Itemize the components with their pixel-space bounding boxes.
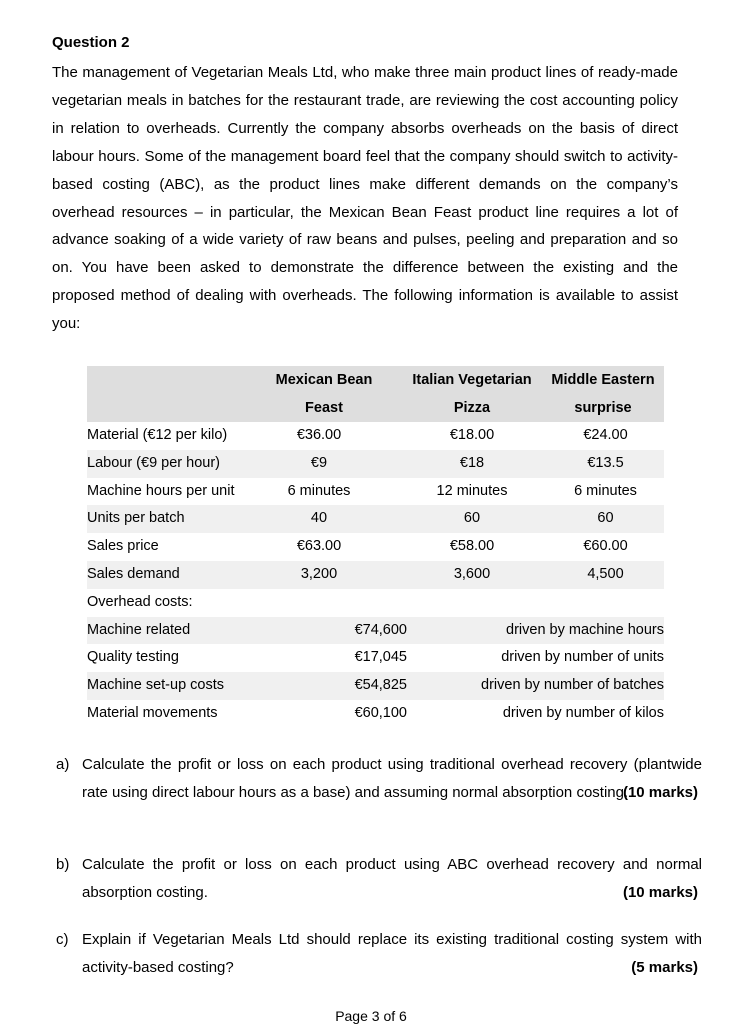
- header-middle-eastern-line2: surprise: [574, 400, 632, 416]
- cell-mexican: €63.00: [296, 538, 342, 555]
- question-b: [56, 851, 702, 907]
- question-c: [56, 926, 702, 982]
- cell-middle-eastern: 60: [597, 510, 614, 527]
- cell-italian: €18.00: [449, 427, 495, 443]
- question-marks: (5 marks): [631, 959, 698, 976]
- header-italian-line1: Italian Vegetarian: [412, 372, 532, 388]
- header-italian-line2: Pizza: [453, 400, 491, 416]
- question-label: a): [56, 756, 70, 773]
- cell-mexican: €9: [310, 454, 328, 471]
- overhead-amount: €60,100: [354, 704, 407, 721]
- overhead-row: [87, 700, 664, 728]
- overhead-row: [87, 644, 664, 672]
- row-label: Sales demand: [87, 565, 180, 582]
- question-label: b): [56, 856, 70, 873]
- intro-paragraph: The management of Vegetarian Meals Ltd, who make three main product lines of ready-made vegetarian meals in batches for the restaurant trade, are reviewing the cost accounting policy in relation to overheads. Currently the company absorbs overheads on the basis of direct labour hours. Some of the management board feel that the company should switch to activity-based costing (ABC), as the product lines make different demands on the company’s overhead resources – in particular, the Mexican Bean Feast product line requires a lot of advance soaking of a wide variety of raw beans and pulses, peeling and preparation and so on. You have been asked to demonstrate the difference between the existing and the proposed method of dealing with overheads. The following information is available to assist you:: [52, 64, 678, 333]
- table-row: [87, 561, 664, 589]
- overhead-amount: €17,045: [354, 649, 407, 666]
- header-mexican-line2: Feast: [305, 400, 343, 416]
- table-row: [87, 422, 664, 450]
- header-middle-eastern-line1: Middle Eastern: [551, 372, 655, 388]
- overhead-amount: €54,825: [354, 677, 407, 694]
- overhead-title: Overhead costs:: [87, 593, 193, 610]
- question-marks: (10 marks): [622, 884, 698, 901]
- table-row: [87, 478, 664, 506]
- cell-mexican: 6 minutes: [287, 482, 351, 499]
- cell-middle-eastern: 6 minutes: [574, 482, 637, 499]
- cell-italian: €58.00: [449, 538, 495, 555]
- cell-italian: €18: [459, 454, 485, 471]
- overhead-driver: driven by machine hours: [506, 621, 664, 638]
- table-header: [87, 366, 664, 422]
- overhead-driver: driven by number of kilos: [502, 704, 664, 721]
- overhead-label: Machine related: [87, 621, 191, 638]
- overhead-label: Material movements: [87, 704, 218, 721]
- table-row: [87, 450, 664, 478]
- question-text: Calculate the profit or loss on each product using ABC overhead recovery and normal absorption costing.: [82, 856, 702, 901]
- cell-italian: 12 minutes: [436, 482, 508, 499]
- table-row: [87, 505, 664, 533]
- cell-mexican: €36.00: [296, 427, 342, 443]
- row-label: Units per batch: [87, 510, 185, 527]
- cell-mexican: 40: [310, 510, 328, 527]
- cell-italian: 60: [463, 510, 481, 527]
- row-label: Machine hours per unit: [87, 482, 235, 499]
- question-text: Calculate the profit or loss on each product using traditional overhead recovery (plantwide rate using direct labour hours as a base) and assuming normal absorption costing.: [82, 756, 702, 801]
- row-label: Labour (€9 per hour): [87, 454, 220, 471]
- row-label: Sales price: [87, 538, 159, 555]
- cell-middle-eastern: €13.5: [587, 454, 624, 471]
- overhead-row: [87, 617, 664, 645]
- question-marks: (10 marks): [622, 784, 698, 801]
- overhead-driver: driven by number of batches: [481, 677, 664, 694]
- header-mexican-line1: Mexican Bean: [275, 372, 373, 388]
- question-heading: Question 2: [52, 34, 130, 51]
- table-row: [87, 533, 664, 561]
- overhead-amount: €74,600: [354, 621, 407, 638]
- question-label: c): [56, 931, 69, 948]
- overhead-label: Machine set-up costs: [87, 677, 225, 694]
- row-label: Material (€12 per kilo): [87, 427, 228, 443]
- cell-mexican: 3,200: [300, 565, 338, 582]
- cell-middle-eastern: €24.00: [583, 427, 628, 443]
- cell-italian: 3,600: [453, 565, 491, 582]
- question-text: Explain if Vegetarian Meals Ltd should replace its existing traditional costing system with activity-based costing?: [82, 931, 702, 976]
- overhead-title-row: [87, 589, 664, 617]
- cost-table: [87, 366, 664, 728]
- cell-middle-eastern: €60.00: [583, 538, 628, 555]
- overhead-driver: driven by number of units: [501, 649, 664, 666]
- overhead-row: [87, 672, 664, 700]
- page-number: Page 3 of 6: [335, 1008, 407, 1024]
- overhead-label: Quality testing: [87, 649, 179, 666]
- cell-middle-eastern: 4,500: [587, 565, 624, 582]
- question-a: [56, 751, 702, 807]
